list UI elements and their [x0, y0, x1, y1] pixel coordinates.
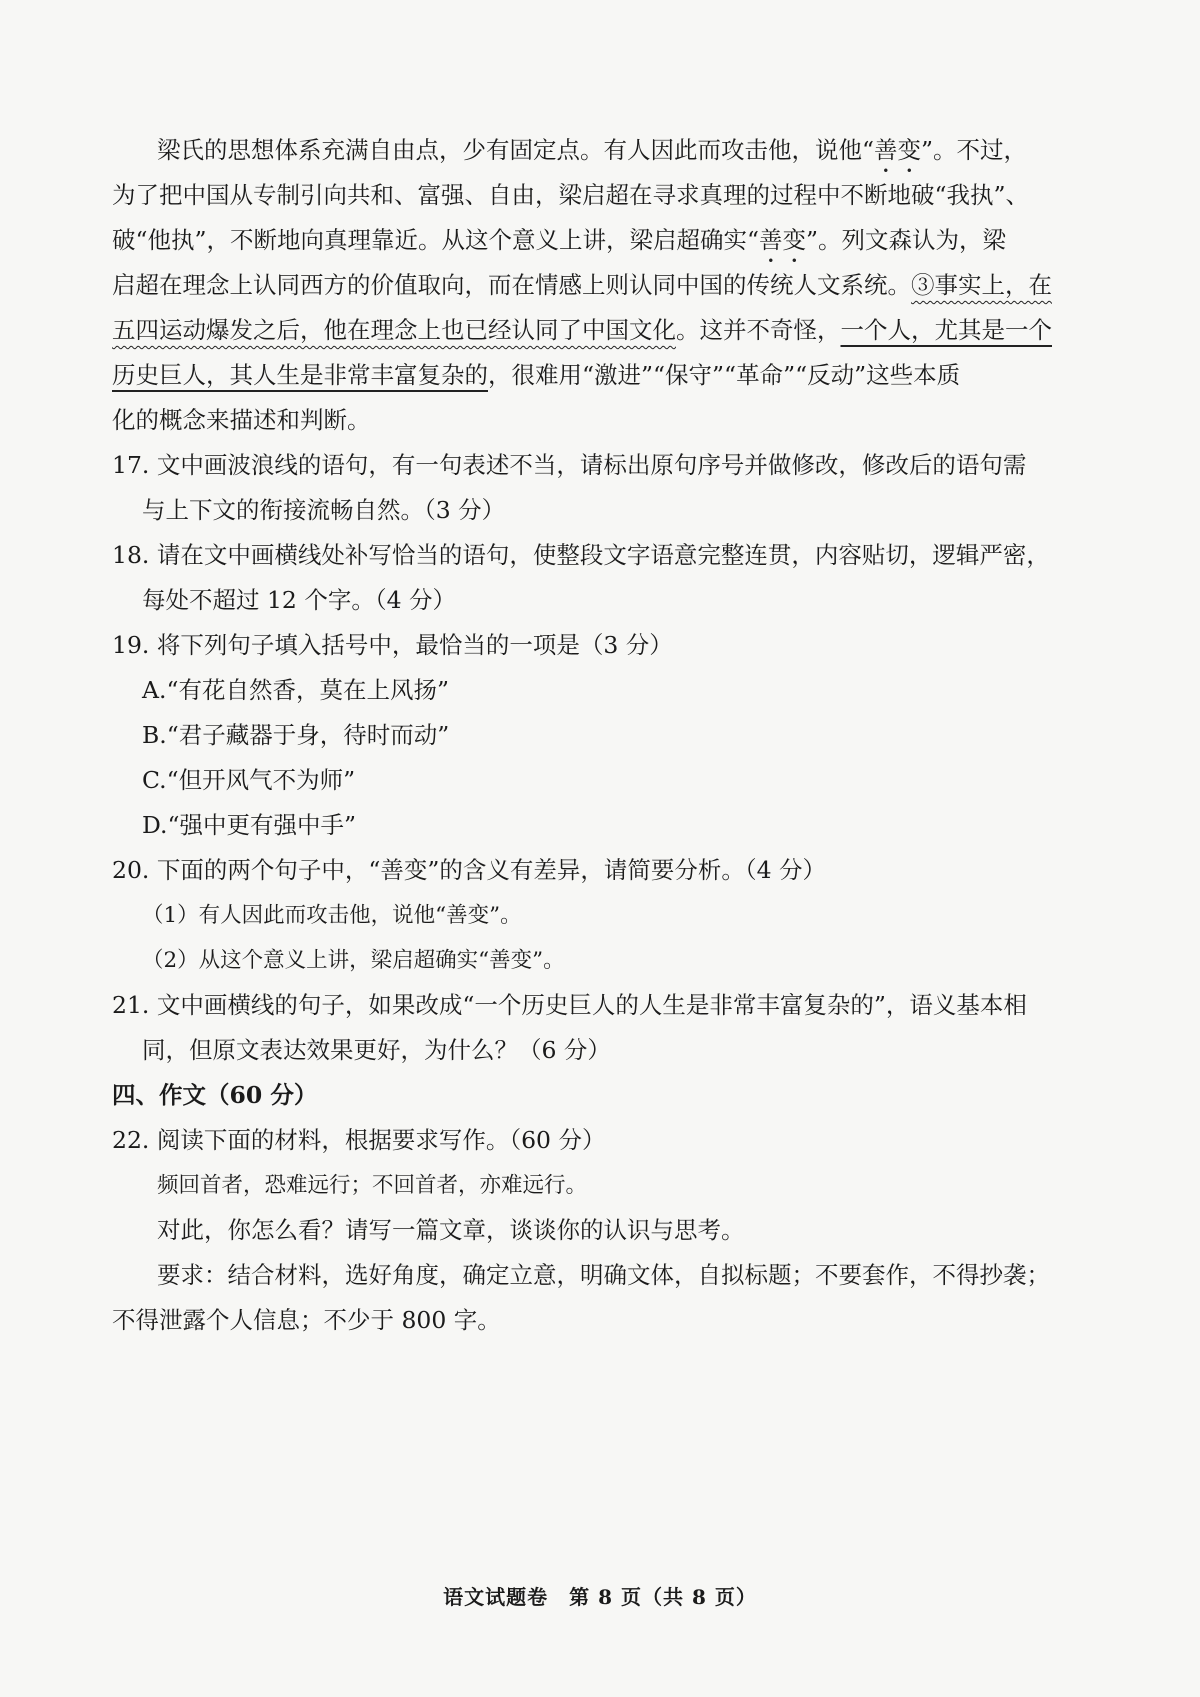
underline-text: 历史巨人，其人生是非常丰富复杂的 — [112, 361, 488, 389]
page-footer: 语文试题卷 第 8 页（共 8 页） — [443, 1585, 757, 1609]
wavy-underline-text: 五四运动爆发之后，他在理念上也已经认同了中国文化 — [112, 316, 676, 344]
essay-requirements-cont: 不得泄露个人信息；不少于 800 字。 — [112, 1306, 501, 1334]
question-21: 21. 文中画横线的句子，如果改成“一个历史巨人的人生是非常丰富复杂的”，语义基本相 — [112, 991, 1027, 1019]
question-19: 19. 将下列句子填入括号中，最恰当的一项是（3 分） — [112, 631, 673, 659]
wavy-underline-text: ③事实上，在 — [911, 271, 1052, 299]
question-21-cont: 同，但原文表达效果更好，为什么？（6 分） — [142, 1036, 611, 1064]
passage-text: 启超在理念上认同西方的价值取向，而在情感上则认同中国的传统人文系统。 — [112, 271, 911, 299]
question-20-sentence-2: （2）从这个意义上讲，梁启超确实“善变”。 — [142, 948, 565, 973]
page-content — [112, 128, 1084, 1343]
section-heading-essay: 四、作文（60 分） — [112, 1081, 318, 1109]
option-c: C.“但开风气不为师” — [142, 766, 356, 794]
question-20-sentence-1: （1）有人因此而攻击他，说他“善变”。 — [142, 903, 522, 928]
essay-requirements: 要求：结合材料，选好角度，确定立意，明确文体，自拟标题；不要套作，不得抄袭； — [157, 1261, 1050, 1289]
passage-text: 破“他执”，不断地向真理靠近。从这个意义上讲，梁启超确实“ — [112, 226, 760, 254]
option-a: A.“有花自然香，莫在上风扬” — [142, 676, 449, 704]
question-17: 17. 文中画波浪线的语句，有一句表述不当，请标出原句序号并做修改，修改后的语句需 — [112, 451, 1027, 479]
passage-text: ，很难用“激进”“保守”“革命”“反动”这些本质 — [488, 361, 961, 389]
passage-line-2: 为了把中国从专制引向共和、富强、自由，梁启超在寻求真理的过程中不断地破“我执”、 — [112, 181, 1030, 209]
passage-line-4 — [112, 263, 1084, 308]
passage-text: ”。不过， — [921, 136, 1028, 164]
passage-line-3 — [112, 218, 1084, 263]
passage-line-6 — [112, 353, 1084, 398]
passage-line-1 — [112, 128, 1084, 173]
question-20: 20. 下面的两个句子中，“善变”的含义有差异，请简要分析。（4 分） — [112, 856, 827, 884]
underline-text: 一个人，尤其是一个 — [840, 316, 1052, 344]
emphasis-dot-text: 善变 — [759, 226, 807, 254]
emphasis-dot-text: 善变 — [874, 136, 922, 164]
question-17-cont: 与上下文的衔接流畅自然。（3 分） — [142, 496, 506, 524]
essay-prompt: 对此，你怎么看？请写一篇文章，谈谈你的认识与思考。 — [157, 1216, 745, 1244]
question-18: 18. 请在文中画横线处补写恰当的语句，使整段文字语意完整连贯，内容贴切，逻辑严密， — [112, 541, 1050, 569]
passage-text: 。这并不奇怪， — [676, 316, 841, 344]
option-b: B.“君子藏器于身，待时而动” — [142, 721, 450, 749]
passage-text: 梁氏的思想体系充满自由点，少有固定点。有人因此而攻击他，说他“ — [157, 136, 875, 164]
question-18-cont: 每处不超过 12 个字。（4 分） — [142, 586, 457, 614]
passage-line-7: 化的概念来描述和判断。 — [112, 406, 371, 434]
passage-text: ”。列文森认为，梁 — [806, 226, 1007, 254]
option-d: D.“强中更有强中手” — [142, 811, 357, 839]
essay-material: 频回首者，恐难远行；不回首者，亦难远行。 — [157, 1173, 588, 1198]
passage-line-5 — [112, 308, 1084, 353]
question-22: 22. 阅读下面的材料，根据要求写作。（60 分） — [112, 1126, 606, 1154]
